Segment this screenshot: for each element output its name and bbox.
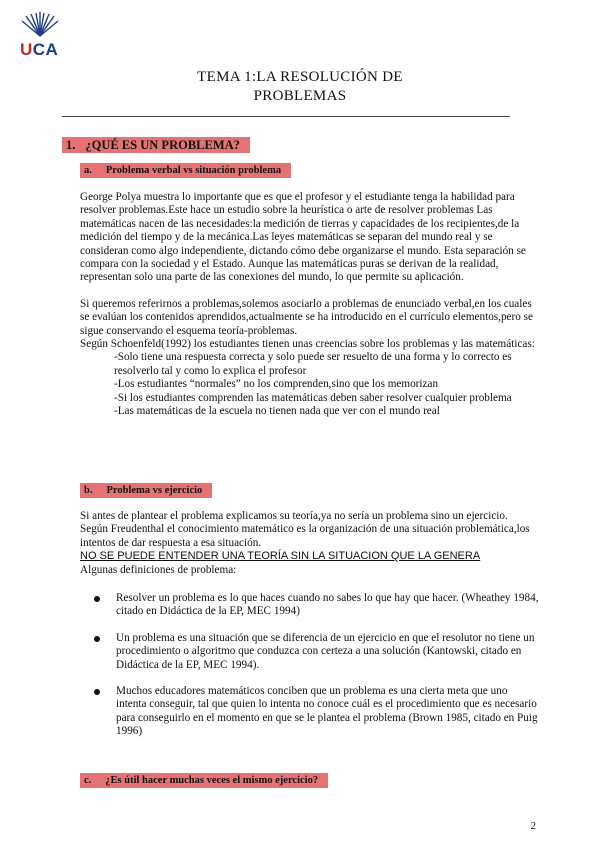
subsection-c-heading: c. ¿Es útil hacer muchas veces el mismo ejercicio? (80, 773, 328, 788)
title-divider (62, 116, 510, 117)
page-number: 2 (530, 820, 536, 832)
subsection-a-heading: a. Problema verbal vs situación problema (80, 163, 291, 178)
title-line-2: PROBLEMAS (253, 88, 347, 104)
paragraph: Según Schoenfeld(1992) los estudiantes tienen unas creencias sobre los problemas y las matemáticas: (80, 338, 535, 351)
list-item: Resolver un problema es lo que haces cuando no sabes lo que hay que hacer. (Wheathey 1984, citado en Didáctica de la EP, MEC 1994) (90, 592, 540, 619)
list-item: Muchos educadores matemáticos conciben que un problema es una cierta meta que uno intenta conseguir, tal que quien lo intenta no conoce cuál es el procedimiento que es necesario para conseguirlo en el momento en que se le plantea el problema (Brown 1985, citado en Puig 1996) (90, 685, 540, 739)
subsection-b-heading: b. Problema vs ejercicio (80, 483, 212, 498)
paragraph: Según Freudenthal el conocimiento matemático es la organización de una situación problemática,los intentos de dar respuesta a esa situación. (80, 523, 530, 549)
list-item: Un problema es una situación que se diferencia de un ejercicio en que el resolutor no tiene un procedimiento o algoritmo que conduzca con certeza a una solución (Kantowski, citado en Didáctica de la EP, MEC 1994). (90, 632, 540, 672)
uca-logo-text: UCA (20, 40, 59, 59)
paragraph: Si antes de plantear el problema explicamos su teoría,ya no sería un problema sino un ejercicio. (80, 510, 508, 522)
bullet-icon (94, 596, 100, 602)
paragraph: Algunas definiciones de problema: (80, 563, 237, 576)
definitions-list (90, 592, 540, 752)
paragraph: Si queremos referirnos a problemas,solemos asociarlo a problemas de enunciado verbal,en los cuales se evalúan los contenidos aprendidos,actualmente se ha introducido en el currículo elementos,pero se sigue conservando el esquema teoría-problemas. (80, 297, 533, 337)
bullet-icon (94, 689, 100, 695)
bullet-icon (94, 636, 100, 642)
subsection-b-body (80, 510, 540, 577)
belief-item: -Si los estudiantes comprenden las matemáticas deben saber resolver cualquier problema (114, 391, 512, 404)
paragraph: George Polya muestra lo importante que es que el profesor y el estudiante tenga la habilidad para resolver problemas.Este hace un estudio sobre la heurística o arte de resolver problemas Las matemáticas nacen de las necesidades:la medición de tierras y capacidades de los recipientes,de la medición del tiempo y de la mecánica.Las leyes matemáticas se separan del mundo real y se consideran como algo independiente, dictando cómo debe organizarse el mundo. Esta separación se compara con la sociedad y el Estado. Aunque las matemáticas puras se derivan de la realidad, representan solo una parte de las conexiones del mundo, lo que permite su aplicación. (80, 191, 526, 284)
subsection-a-body (80, 191, 540, 419)
belief-item: -Las matemáticas de la escuela no tienen nada que ver con el mundo real (114, 405, 440, 418)
title-line-1: TEMA 1:LA RESOLUCIÓN DE (197, 69, 403, 85)
section-1-heading: 1. ¿QUÉ ES UN PROBLEMA? (62, 137, 250, 153)
page-title (0, 68, 600, 106)
belief-item: -Los estudiantes “normales” no los comprenden,sino que los memorizan (114, 378, 439, 391)
key-statement: NO SE PUEDE ENTENDER UNA TEORÍA SIN LA SITUACION QUE LA GENERA (80, 550, 481, 563)
belief-item: -Solo tiene una respuesta correcta y solo puede ser resuelto de una forma y lo correcto es resolverlo tal y como lo explica el profesor (114, 351, 512, 377)
